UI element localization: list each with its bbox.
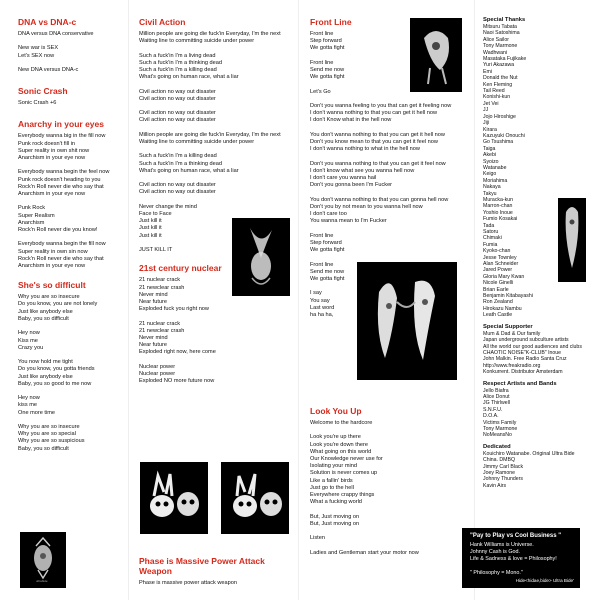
song-lyrics: Everybody wanna big in the fill now Punk rock doesn't fill in Super reality in own shit now Anarchism in your eye now Everybody wanna begin the feel now Punk rock doesn't heading to you Rock'n Roll never die who say that Anarchism in your eye now Punk Rock Super Realism Anarchism Rock'n Roll never die you know! Everybody wanna begin the fill now Super reality in own sin now Rock'n Roll never die who say that Anarchism in your eye now (18, 133, 110, 270)
song-title: Anarchy in your eyes (18, 119, 104, 130)
figure-illustration (232, 218, 290, 296)
figure-illustration (558, 198, 586, 282)
band-photo (20, 532, 66, 588)
band-photo (410, 18, 462, 92)
song-title: Sonic Crash (18, 86, 68, 97)
band-photo (221, 462, 289, 534)
song-lyrics: Why you are so insecure Do you know, you are not lonely Just like anybody else Baby, you so difficult Hey now Kiss me Crazy you You now hold me tight Do you know, you gotta friends Just like anybody else Baby, you so good to me now Hey now kiss me One more time Why you are so insecure Why you are so special Why you are so suspicious Baby, you so difficult (18, 294, 98, 452)
song-lyrics: Welcome to the hardcore Look you're up there Look you're down there What going on this world Our Knowledge never use for Isolating your mind Solution is never comes up Like a fallin' birds Just go to the hell Everywhere crappy things What a fucking world But, Just moving on But, Just moving on Listen Ladies and Gentleman start your motor now (310, 420, 419, 556)
band-photo (232, 218, 290, 296)
song-lyrics: Sonic Crash +6 (18, 100, 57, 107)
band-photo (558, 198, 586, 282)
figure-illustration (410, 18, 462, 92)
song-lyrics: DNA versus DNA conservative New war is SEX Let's SEX now New DNA versus DNA-c (18, 31, 94, 74)
credits-list: Mitsuru Tabata Naoi Satoshima Alice Sailor Tony Marmone Wadhwani Masataka Fujikake Yuri Akazawa Emi Donald the Nut Ken Fleming Tail Reed Konishi-kun Jet Vei JJ Jojo Hiroshige Jiji Kirara Kazuyuki Onouchi Go Tsushima Taiga Akebi Syoizo Watanabe Keigo Moriahima Nakaya Takyu Muracka-kun Marron-chan Yoshio Inoue Fumio Kosakai Tada Satoru Chimaki Fumia Kyoko-chan Jesse Townley Alan Schneider Jared Power Gloria Mary Kwan Nicole Ginelli Brian Earle Benjamin Kitabayashi Ron Zealand Hirokazu Nambu Leath Castle (483, 24, 533, 319)
page-fold (474, 0, 475, 600)
photo-caption: ultrabide (36, 579, 48, 583)
quote-title: "Pay to Play vs Cool Business " (470, 533, 562, 539)
figure-illustration (221, 462, 289, 534)
column-1 (18, 17, 126, 453)
credits-list: Kouichiro Watanabe. Original Ultra Bide China. DMBQ Jimmy Carl Black Joey Ramone Johnny Thunders Kavin Airs (483, 450, 575, 489)
credits-list: Jello Biafra Alice Donut JG Thirlwell S.N.F.U. D.O.A. Victims Family Tony Marmone NoMeansNo (483, 387, 518, 439)
page-fold (128, 0, 129, 600)
quote-signature: Hide<hidae,bide> Ultra Bide' (515, 578, 574, 583)
figure-illustration (357, 262, 457, 380)
band-photo (357, 262, 457, 380)
credits-heading: Dedicated (483, 443, 511, 450)
song-title: She's so difficult (18, 280, 86, 291)
quote-box (462, 528, 580, 588)
song-title: Look You Up (310, 406, 362, 416)
column-2 (139, 17, 299, 385)
song-title: Phase is Massive Power Attack Weapon (139, 556, 265, 576)
song-lyrics: Front line Step forward We gotta fight Front line Send me now We gotta fight Let's Go Don't you wanna feeling to you that can get it feeling now I don't wanna nothing to that you can get it hell now I don't Know what in the hell now You don't wanna nothing to that you can get it hell now Don't you know mean to that you can get it feel now I don't wanna nothing to what in the hell now Don't you wanna nothing to that you can get it feel now I don't know what see you wanna hell now I don't care you wanna hail Don't you gonna been I'm Fucker You don't wanna nothing to that you can gonna hell now Don't you by not mean to you wanna hell now I don't care too You wanna mean to I'm Fucker Front line Step forward We gotta fight Front line Send me now We gotta fight I say You say Last word ha ha ha, (310, 31, 452, 318)
figure-illustration (140, 462, 208, 534)
song-title: Front Line (310, 17, 352, 27)
song-title: 21st century nuclear (139, 263, 222, 274)
song-title: Civil Action (139, 17, 186, 27)
credits-heading: Special Thanks (483, 17, 526, 23)
song-lyrics: 21 nuclear crack 21 newclear crash Never mind Near future Exploded fuck you right now 21 nuclear crack 21 newclear crash Never mind Near future Exploded right now, here come Nuclear power Nuclear power Exploded NO more future now (139, 277, 216, 385)
band-photo (140, 462, 208, 534)
quote-lines: Hank Williams is Universe. Johnny Cash is God. Life & Sadness & love = Philosophy! " Philosophy = Mono." (470, 542, 557, 576)
column-2-bottom (139, 556, 299, 587)
credits-heading: Special Supporter (483, 323, 533, 330)
song-title: DNA vs DNA-c (18, 17, 77, 27)
column-3-bottom (310, 406, 470, 557)
credits-heading: Respect Artists and Bands (483, 380, 557, 387)
song-lyrics: Million people are going die fuck'in Everyday, I'm the next Waiting line to committing suicide under power Such a fuck'in I'm a living dead Such a fuck'in I'm a thinking dead Such a fuck'in I'm a killing dead What's going on human race, what a liar Civil action no way out disaster Civil action no way out disaster Civil action no way out disaster Civil action no way out disaster Million people are going die fuck'in Everyday, I'm the next Waiting line to committing suicide under power Such a fuck'in I'm a killing dead Such a fuck'in I'm a thinking dead What's going on human race, what a liar Civil action no way out disaster Civil action no way out disaster Never change the mind Face to Face Just kill it Just kill it Just kill it JUST KILL IT (139, 31, 281, 254)
credits-list: Mum & Dad & Our family Japan underground subculture artists All the world our good audiences and clubs CHAOTIC NOISE"K-CLUB" Inoue John Malkin. Free Radio Santa Cruz http://www.freakradio.org Konkurrent. Distributor Amsterdam (483, 330, 582, 376)
song-lyrics: Phase is massive power attack weapon (139, 580, 237, 586)
